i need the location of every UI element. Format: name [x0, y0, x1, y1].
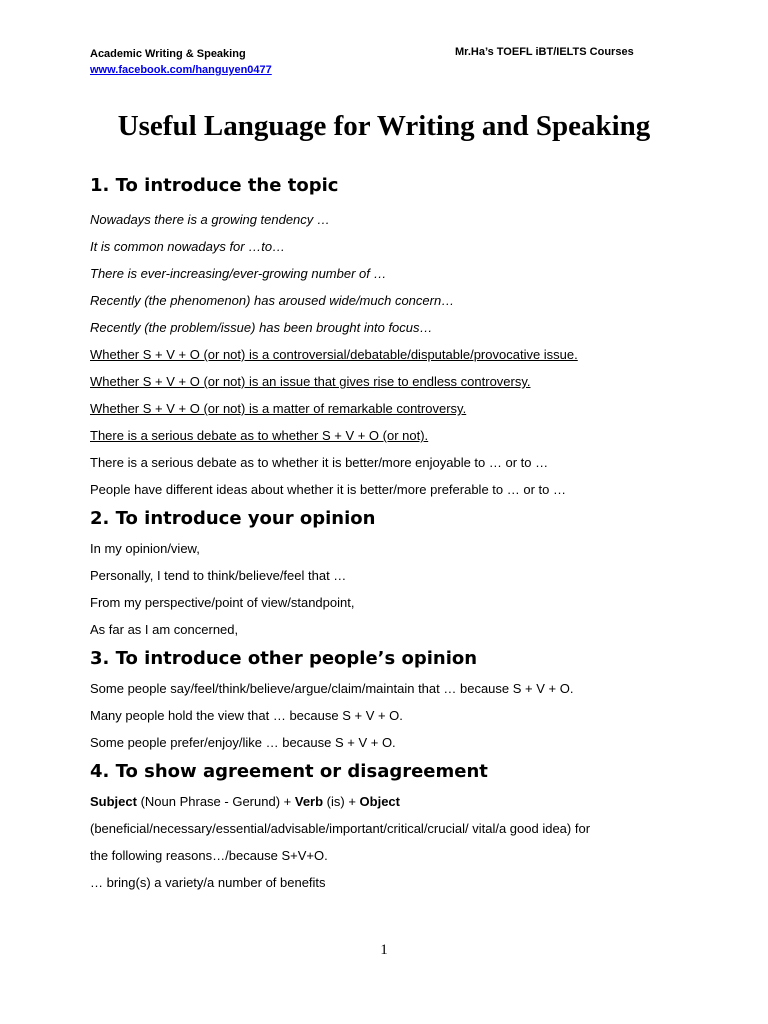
- text-line: In my opinion/view,: [90, 541, 200, 556]
- text-line: From my perspective/point of view/standpoint,: [90, 595, 355, 610]
- document-body: [90, 174, 690, 896]
- header-left: [90, 46, 272, 78]
- text-line: As far as I am concerned,: [90, 622, 239, 637]
- section-1-heading: 1. To introduce the topic: [90, 175, 339, 196]
- text-line: It is common nowadays for …to…: [90, 239, 286, 254]
- header-course-title: Academic Writing & Speaking: [90, 48, 246, 60]
- text-line: Some people prefer/enjoy/like … because S + V + O.: [90, 735, 396, 750]
- page-number: 1: [380, 942, 388, 958]
- formula-line: [90, 788, 690, 815]
- text-line: Whether S + V + O (or not) is a controversial/debatable/disputable/provocative issue.: [90, 347, 578, 362]
- text-line: Whether S + V + O (or not) is an issue that gives rise to endless controversy.: [90, 374, 531, 389]
- section-4-heading: 4. To show agreement or disagreement: [90, 761, 488, 782]
- text-line: There is ever-increasing/ever-growing number of …: [90, 266, 387, 281]
- text-line: … bring(s) a variety/a number of benefits: [90, 875, 326, 890]
- text-line: Many people hold the view that … because S + V + O.: [90, 708, 403, 723]
- section-3-heading: 3. To introduce other people’s opinion: [90, 648, 478, 669]
- text-line: Recently (the phenomenon) has aroused wide/much concern…: [90, 293, 455, 308]
- formula-object: Object: [359, 794, 400, 809]
- text-line: There is a serious debate as to whether it is better/more enjoyable to … or to …: [90, 455, 549, 470]
- text-line: Nowadays there is a growing tendency …: [90, 212, 330, 227]
- facebook-link[interactable]: www.facebook.com/hanguyen0477: [90, 64, 272, 76]
- formula-verb: Verb: [294, 794, 324, 809]
- header-right-title: Mr.Ha’s TOEFL iBT/IELTS Courses: [455, 46, 634, 58]
- formula-subject-note: (Noun Phrase - Gerund) +: [136, 794, 295, 809]
- text-line: Recently (the problem/issue) has been brought into focus…: [90, 320, 433, 335]
- text-line: People have different ideas about whether it is better/more preferable to … or to …: [90, 482, 566, 497]
- text-line: (beneficial/necessary/essential/advisable/important/critical/crucial/ vital/a good idea) for: [90, 821, 591, 836]
- text-line: the following reasons…/because S+V+O.: [90, 848, 328, 863]
- formula-subject: Subject: [90, 794, 137, 809]
- document-title: Useful Language for Writing and Speaking: [117, 110, 651, 142]
- text-line: Personally, I tend to think/believe/feel that …: [90, 568, 347, 583]
- formula-verb-note: (is) +: [323, 794, 360, 809]
- text-line: Some people say/feel/think/believe/argue/claim/maintain that … because S + V + O.: [90, 681, 574, 696]
- text-line: There is a serious debate as to whether S + V + O (or not).: [90, 428, 429, 443]
- section-2-heading: 2. To introduce your opinion: [90, 508, 376, 529]
- text-line: Whether S + V + O (or not) is a matter of remarkable controversy.: [90, 401, 467, 416]
